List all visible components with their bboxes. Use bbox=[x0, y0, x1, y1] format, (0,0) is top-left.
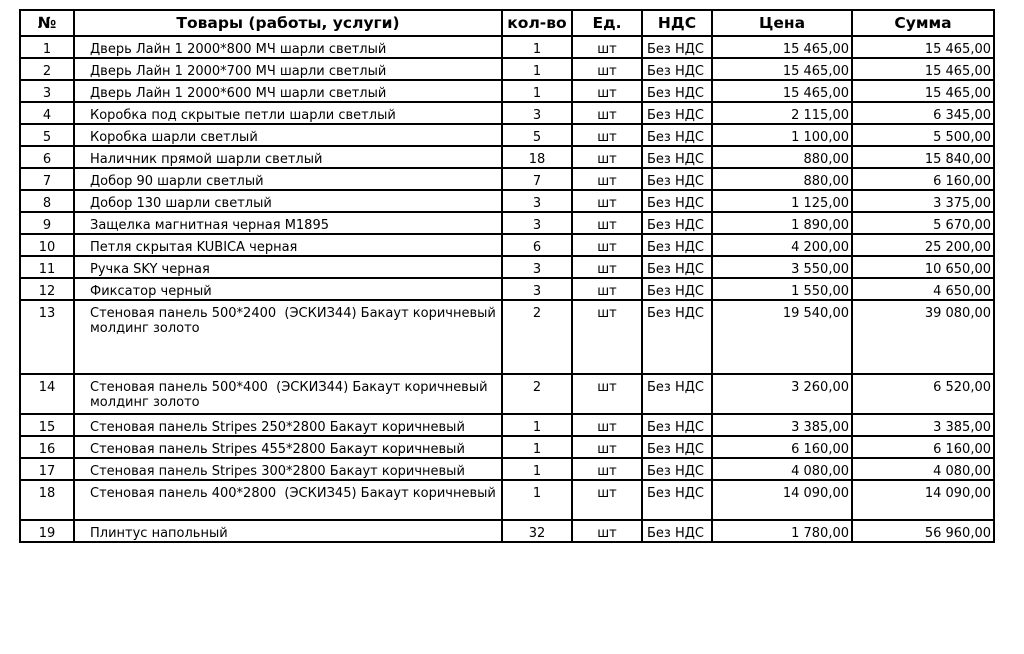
cell-vat: Без НДС bbox=[642, 124, 712, 146]
cell-name: Дверь Лайн 1 2000*700 МЧ шарли светлый bbox=[74, 58, 502, 80]
cell-name: Фиксатор черный bbox=[74, 278, 502, 300]
cell-unit: шт bbox=[572, 520, 642, 542]
cell-num: 11 bbox=[20, 256, 74, 278]
table-row bbox=[20, 36, 994, 58]
cell-qty: 5 bbox=[502, 124, 572, 146]
cell-name: Дверь Лайн 1 2000*600 МЧ шарли светлый bbox=[74, 80, 502, 102]
cell-vat: Без НДС bbox=[642, 58, 712, 80]
table-row bbox=[20, 212, 994, 234]
cell-price: 3 550,00 bbox=[712, 256, 852, 278]
table-row bbox=[20, 190, 994, 212]
cell-unit: шт bbox=[572, 256, 642, 278]
cell-sum: 56 960,00 bbox=[852, 520, 994, 542]
cell-name: Защелка магнитная черная М1895 bbox=[74, 212, 502, 234]
cell-num: 5 bbox=[20, 124, 74, 146]
cell-price: 1 550,00 bbox=[712, 278, 852, 300]
cell-qty: 1 bbox=[502, 58, 572, 80]
cell-price: 6 160,00 bbox=[712, 436, 852, 458]
table-row bbox=[20, 436, 994, 458]
cell-name: Стеновая панель 400*2800 (ЭСКИЗ45) Бакаут коричневый bbox=[74, 480, 502, 520]
cell-name: Добор 90 шарли светлый bbox=[74, 168, 502, 190]
table-row bbox=[20, 168, 994, 190]
cell-qty: 2 bbox=[502, 300, 572, 374]
cell-unit: шт bbox=[572, 102, 642, 124]
cell-sum: 3 385,00 bbox=[852, 414, 994, 436]
cell-sum: 4 650,00 bbox=[852, 278, 994, 300]
cell-price: 3 385,00 bbox=[712, 414, 852, 436]
table-row bbox=[20, 58, 994, 80]
cell-price: 15 465,00 bbox=[712, 80, 852, 102]
cell-name: Коробка под скрытые петли шарли светлый bbox=[74, 102, 502, 124]
cell-unit: шт bbox=[572, 458, 642, 480]
cell-price: 1 100,00 bbox=[712, 124, 852, 146]
cell-name: Наличник прямой шарли светлый bbox=[74, 146, 502, 168]
cell-price: 880,00 bbox=[712, 146, 852, 168]
cell-vat: Без НДС bbox=[642, 168, 712, 190]
cell-num: 7 bbox=[20, 168, 74, 190]
cell-price: 15 465,00 bbox=[712, 36, 852, 58]
table-row bbox=[20, 102, 994, 124]
header-num: № bbox=[20, 10, 74, 36]
cell-num: 3 bbox=[20, 80, 74, 102]
cell-price: 880,00 bbox=[712, 168, 852, 190]
cell-unit: шт bbox=[572, 212, 642, 234]
cell-unit: шт bbox=[572, 190, 642, 212]
cell-name: Плинтус напольный bbox=[74, 520, 502, 542]
cell-price: 15 465,00 bbox=[712, 58, 852, 80]
cell-unit: шт bbox=[572, 414, 642, 436]
cell-price: 14 090,00 bbox=[712, 480, 852, 520]
cell-unit: шт bbox=[572, 168, 642, 190]
cell-num: 2 bbox=[20, 58, 74, 80]
cell-qty: 3 bbox=[502, 190, 572, 212]
table-row bbox=[20, 234, 994, 256]
cell-vat: Без НДС bbox=[642, 80, 712, 102]
cell-vat: Без НДС bbox=[642, 480, 712, 520]
cell-num: 15 bbox=[20, 414, 74, 436]
cell-sum: 6 345,00 bbox=[852, 102, 994, 124]
cell-qty: 6 bbox=[502, 234, 572, 256]
cell-num: 6 bbox=[20, 146, 74, 168]
cell-vat: Без НДС bbox=[642, 256, 712, 278]
cell-unit: шт bbox=[572, 374, 642, 414]
cell-vat: Без НДС bbox=[642, 212, 712, 234]
table-header-row bbox=[20, 10, 994, 36]
cell-qty: 3 bbox=[502, 256, 572, 278]
table-row bbox=[20, 124, 994, 146]
cell-qty: 1 bbox=[502, 480, 572, 520]
cell-name: Добор 130 шарли светлый bbox=[74, 190, 502, 212]
cell-num: 4 bbox=[20, 102, 74, 124]
header-name: Товары (работы, услуги) bbox=[74, 10, 502, 36]
cell-sum: 15 840,00 bbox=[852, 146, 994, 168]
cell-qty: 1 bbox=[502, 458, 572, 480]
cell-vat: Без НДС bbox=[642, 436, 712, 458]
cell-num: 18 bbox=[20, 480, 74, 520]
cell-vat: Без НДС bbox=[642, 102, 712, 124]
cell-unit: шт bbox=[572, 278, 642, 300]
table-row bbox=[20, 300, 994, 374]
cell-price: 4 200,00 bbox=[712, 234, 852, 256]
cell-vat: Без НДС bbox=[642, 374, 712, 414]
cell-num: 12 bbox=[20, 278, 74, 300]
cell-qty: 1 bbox=[502, 436, 572, 458]
cell-name: Стеновая панель 500*400 (ЭСКИЗ44) Бакаут коричневый молдинг золото bbox=[74, 374, 502, 414]
cell-sum: 6 160,00 bbox=[852, 168, 994, 190]
cell-sum: 5 670,00 bbox=[852, 212, 994, 234]
cell-qty: 7 bbox=[502, 168, 572, 190]
cell-sum: 25 200,00 bbox=[852, 234, 994, 256]
header-qty: кол-во bbox=[502, 10, 572, 36]
cell-vat: Без НДС bbox=[642, 414, 712, 436]
cell-num: 1 bbox=[20, 36, 74, 58]
invoice-items-table bbox=[19, 9, 995, 543]
cell-sum: 15 465,00 bbox=[852, 80, 994, 102]
cell-name: Стеновая панель Stripes 250*2800 Бакаут коричневый bbox=[74, 414, 502, 436]
cell-unit: шт bbox=[572, 124, 642, 146]
cell-qty: 3 bbox=[502, 278, 572, 300]
cell-qty: 32 bbox=[502, 520, 572, 542]
cell-name: Петля скрытая KUBICA черная bbox=[74, 234, 502, 256]
table-row bbox=[20, 146, 994, 168]
cell-qty: 3 bbox=[502, 212, 572, 234]
cell-sum: 15 465,00 bbox=[852, 36, 994, 58]
cell-qty: 2 bbox=[502, 374, 572, 414]
cell-qty: 1 bbox=[502, 80, 572, 102]
header-price: Цена bbox=[712, 10, 852, 36]
cell-unit: шт bbox=[572, 234, 642, 256]
cell-vat: Без НДС bbox=[642, 458, 712, 480]
cell-name: Ручка SKY черная bbox=[74, 256, 502, 278]
cell-vat: Без НДС bbox=[642, 36, 712, 58]
cell-name: Стеновая панель Stripes 300*2800 Бакаут коричневый bbox=[74, 458, 502, 480]
cell-num: 8 bbox=[20, 190, 74, 212]
header-vat: НДС bbox=[642, 10, 712, 36]
cell-sum: 4 080,00 bbox=[852, 458, 994, 480]
cell-sum: 3 375,00 bbox=[852, 190, 994, 212]
cell-num: 16 bbox=[20, 436, 74, 458]
table-row bbox=[20, 520, 994, 542]
cell-sum: 15 465,00 bbox=[852, 58, 994, 80]
cell-num: 9 bbox=[20, 212, 74, 234]
table-row bbox=[20, 278, 994, 300]
cell-price: 1 890,00 bbox=[712, 212, 852, 234]
cell-num: 14 bbox=[20, 374, 74, 414]
cell-num: 13 bbox=[20, 300, 74, 374]
cell-price: 2 115,00 bbox=[712, 102, 852, 124]
cell-qty: 3 bbox=[502, 102, 572, 124]
cell-vat: Без НДС bbox=[642, 146, 712, 168]
cell-sum: 6 520,00 bbox=[852, 374, 994, 414]
header-sum: Сумма bbox=[852, 10, 994, 36]
cell-sum: 14 090,00 bbox=[852, 480, 994, 520]
cell-sum: 5 500,00 bbox=[852, 124, 994, 146]
table-row bbox=[20, 256, 994, 278]
cell-price: 19 540,00 bbox=[712, 300, 852, 374]
cell-sum: 6 160,00 bbox=[852, 436, 994, 458]
cell-unit: шт bbox=[572, 480, 642, 520]
cell-sum: 39 080,00 bbox=[852, 300, 994, 374]
cell-num: 19 bbox=[20, 520, 74, 542]
cell-vat: Без НДС bbox=[642, 234, 712, 256]
cell-unit: шт bbox=[572, 58, 642, 80]
cell-qty: 1 bbox=[502, 414, 572, 436]
cell-name: Стеновая панель Stripes 455*2800 Бакаут коричневый bbox=[74, 436, 502, 458]
cell-price: 4 080,00 bbox=[712, 458, 852, 480]
cell-qty: 1 bbox=[502, 36, 572, 58]
cell-unit: шт bbox=[572, 300, 642, 374]
table-row bbox=[20, 414, 994, 436]
cell-name: Дверь Лайн 1 2000*800 МЧ шарли светлый bbox=[74, 36, 502, 58]
cell-price: 3 260,00 bbox=[712, 374, 852, 414]
cell-unit: шт bbox=[572, 36, 642, 58]
cell-sum: 10 650,00 bbox=[852, 256, 994, 278]
cell-qty: 18 bbox=[502, 146, 572, 168]
table-row bbox=[20, 480, 994, 520]
cell-unit: шт bbox=[572, 146, 642, 168]
cell-unit: шт bbox=[572, 80, 642, 102]
cell-price: 1 125,00 bbox=[712, 190, 852, 212]
cell-vat: Без НДС bbox=[642, 520, 712, 542]
cell-vat: Без НДС bbox=[642, 300, 712, 374]
cell-vat: Без НДС bbox=[642, 190, 712, 212]
header-unit: Ед. bbox=[572, 10, 642, 36]
table-row bbox=[20, 80, 994, 102]
cell-name: Коробка шарли светлый bbox=[74, 124, 502, 146]
cell-name: Стеновая панель 500*2400 (ЭСКИЗ44) Бакаут коричневый молдинг золото bbox=[74, 300, 502, 374]
table-row bbox=[20, 458, 994, 480]
cell-num: 10 bbox=[20, 234, 74, 256]
table-row bbox=[20, 374, 994, 414]
cell-vat: Без НДС bbox=[642, 278, 712, 300]
cell-price: 1 780,00 bbox=[712, 520, 852, 542]
cell-unit: шт bbox=[572, 436, 642, 458]
cell-num: 17 bbox=[20, 458, 74, 480]
